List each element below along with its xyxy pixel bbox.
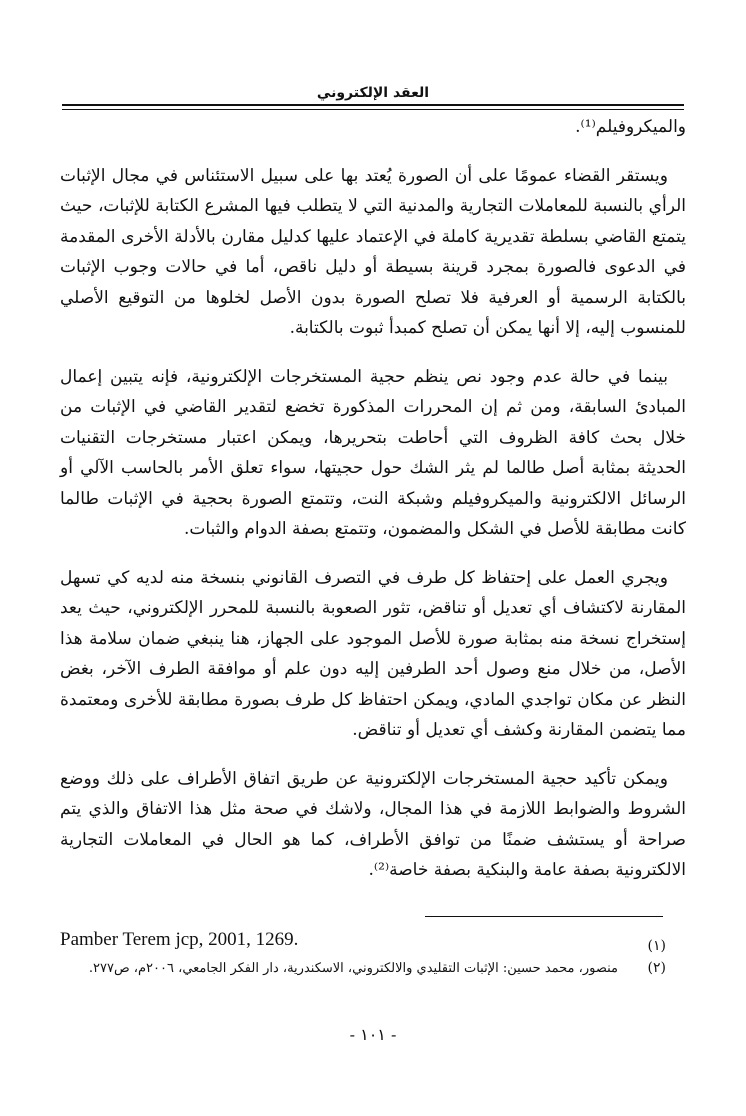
paragraph: بينما في حالة عدم وجود نص ينظم حجية المستخرجات الإلكترونية، فإنه يتبين إعمال المبادئ السابقة، ومن ثم إن المحررات المذكورة تخضع لتقدير القاضي في الإثبات من خلال بحث كافة الظروف التي أحاطت بتحريرها، ويمكن اعتبار مستخرجات التقنيات الحديثة بمثابة أصل طالما لم يثر الشك حول حجيتها، سواء تعلق الأمر بالحاسب الآلي أو الرسائل الالكترونية والميكروفيلم وشبكة النت، وتتمتع الصورة بحجية في الإثبات طالما كانت مطابقة للأصل في الشكل والمضمون، وتتمتع بصفة الدوام والثبات. [60,366,686,539]
main-text [60,112,686,904]
paragraph: ويجري العمل على إحتفاظ كل طرف في التصرف القانوني بنسخة منه لديه كي تسهل المقارنة لاكتشاف أي تعديل أو تناقض، تثور الصعوبة بالنسبة للمحرر الإلكتروني، حيث يعد إستخراج نسخة منه بمثابة صورة للأصل الموجود على الجهاز، هنا ينبغي ضمان سلامة هذا الأصل، من خلال منع وصول أحد الطرفين إليه دون علم أو موافقة الطرف الآخر، بغض النظر عن مكان تواجدي المادي، ويمكن احتفاظ كل طرف بصورة مطابقة للأخرى ومعتمدة مما يتضمن المقارنة وكشف أي تعديل أو تناقض. [60,567,686,740]
footnote [60,956,666,982]
footnote-separator [425,916,663,917]
header-rule-thin [62,109,684,110]
page-number: - ١٠١ - [349,1025,397,1044]
footnote-number: (٢) [647,960,666,976]
footnote-text: منصور، محمد حسين: الإثبات التقليدي والالكتروني، الاسكندرية، دار الفكر الجامعي، ٢٠٠٦م، ص٢٧٧. [88,961,618,976]
header-rule-thick [62,104,684,106]
running-title: العقد الإلكتروني [316,85,430,101]
footnote [60,924,666,954]
footnotes [60,924,666,982]
paragraph: ويمكن تأكيد حجية المستخرجات الإلكترونية عن طريق اتفاق الأطراف على ذلك ووضع الشروط والضوابط اللازمة في هذا المجال، ولاشك في صحة مثل هذا الاتفاق والذي يتم صراحة أو يستشف ضمنًا من توافق الأطراف، كما هو الحال في المعاملات التجارية الالكترونية بصفة عامة والبنكية بصفة خاصة⁽²⁾. [60,768,686,880]
footnote-text: Pamber Terem jcp, 2001, 1269. [60,929,299,950]
paragraph-continuation: والميكروفيلم⁽¹⁾. [575,117,686,137]
paragraph: ويستقر القضاء عمومًا على أن الصورة يُعتد بها على سبيل الاستئناس في مجال الإثبات الرأي بالنسبة للمعاملات التجارية والمدنية التي لا يتطلب فيها المشرع الكتابة للإثبات، حيث يتمتع القاضي بسلطة تقديرية كاملة في الإعتماد عليها كدليل مقارن بالأدلة الأخرى المقدمة في الدعوى فالصورة بمجرد قرينة بسيطة أو دليل ناقص، أما في حالات وجوب الإثبات بالكتابة الرسمية أو العرفية فلا تصلح الصورة بدون الأصل لخلوها من التوقيع الأصلي للمنسوب إليه، إلا أنها يمكن أن تصلح كمبدأ ثبوت بالكتابة. [60,165,686,338]
footnote-number: (١) [647,938,666,954]
